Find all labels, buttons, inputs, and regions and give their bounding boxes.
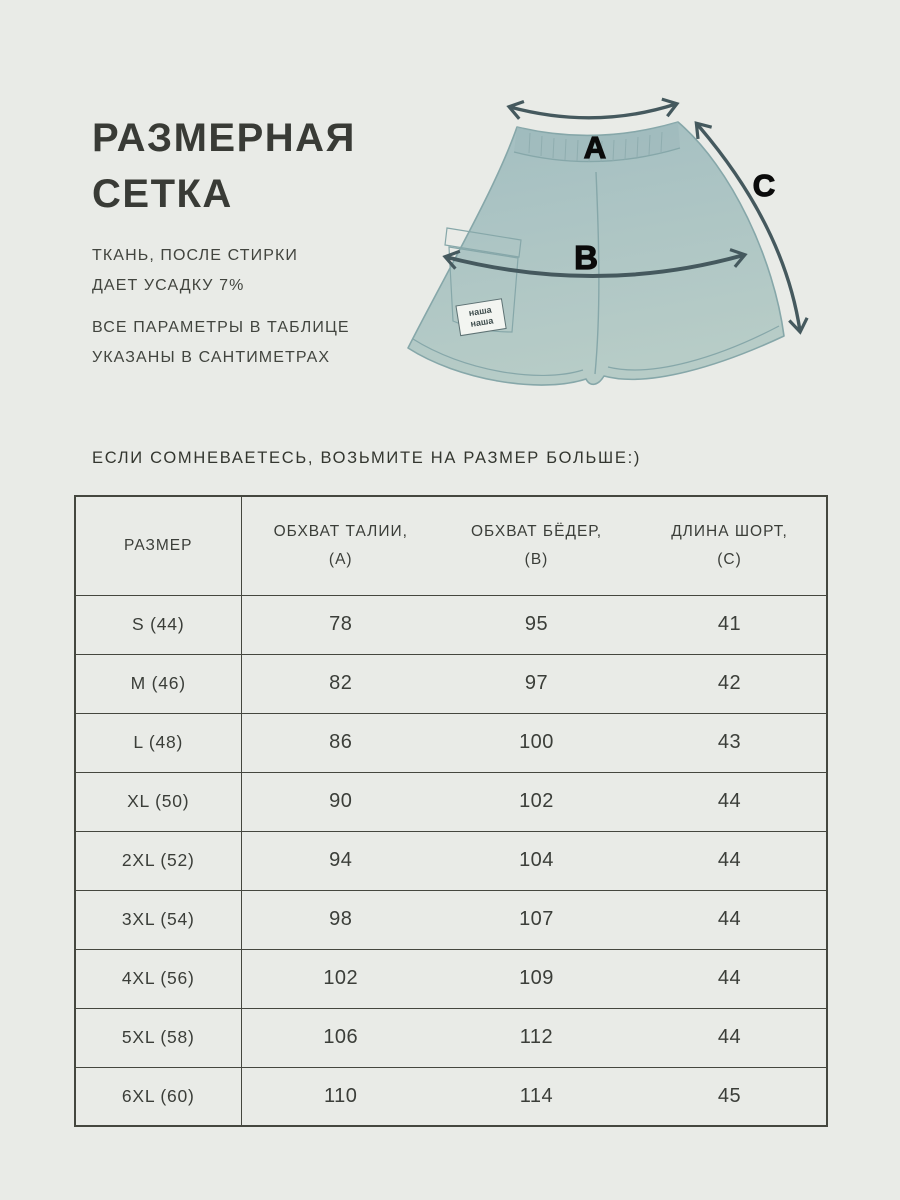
table-row <box>75 772 827 831</box>
cell-waist: 106 <box>241 1008 440 1067</box>
cell-size: L (48) <box>75 713 241 772</box>
cell-hips: 109 <box>440 949 633 1008</box>
cell-waist: 82 <box>241 654 440 713</box>
length-letter-label: C <box>752 168 776 203</box>
shorts-diagram-svg <box>390 60 850 440</box>
cell-hips: 95 <box>440 595 633 654</box>
cell-waist: 86 <box>241 713 440 772</box>
table-row <box>75 595 827 654</box>
cell-length: 42 <box>633 654 827 713</box>
cell-size: 2XL (52) <box>75 831 241 890</box>
page-title-line2: СЕТКА <box>92 172 233 216</box>
cell-length: 44 <box>633 772 827 831</box>
note-shrink-line2: ДАЕТ УСАДКУ 7% <box>92 277 245 294</box>
cell-length: 44 <box>633 1008 827 1067</box>
page-title-line1: РАЗМЕРНАЯ <box>92 116 356 160</box>
cell-size: 3XL (54) <box>75 890 241 949</box>
header-waist: ОБХВАТ ТАЛИИ, (А) <box>273 522 408 568</box>
table-row <box>75 949 827 1008</box>
cell-size: S (44) <box>75 595 241 654</box>
shorts-illustration <box>390 60 850 440</box>
header-length: ДЛИНА ШОРТ, (С) <box>671 522 788 568</box>
cell-waist: 102 <box>241 949 440 1008</box>
cell-waist: 78 <box>241 595 440 654</box>
cell-length: 44 <box>633 949 827 1008</box>
cell-size: M (46) <box>75 654 241 713</box>
header-size: РАЗМЕР <box>75 496 241 595</box>
patch-text-line1: наша <box>468 304 493 319</box>
advice-line: ЕСЛИ СОМНЕВАЕТЕСЬ, ВОЗЬМИТЕ НА РАЗМЕР БОЛЬШЕ:) <box>92 449 642 467</box>
note-units <box>92 313 350 373</box>
cell-hips: 102 <box>440 772 633 831</box>
table-row <box>75 1067 827 1126</box>
cell-size: 6XL (60) <box>75 1067 241 1126</box>
cell-length: 44 <box>633 890 827 949</box>
note-units-line2: УКАЗАНЫ В САНТИМЕТРАХ <box>92 349 331 366</box>
table-row <box>75 654 827 713</box>
waist-measure-arrow <box>510 104 676 118</box>
table-row <box>75 831 827 890</box>
note-shrink <box>92 241 298 301</box>
cell-waist: 110 <box>241 1067 440 1126</box>
cell-waist: 98 <box>241 890 440 949</box>
cell-size: 4XL (56) <box>75 949 241 1008</box>
cell-hips: 107 <box>440 890 633 949</box>
cell-waist: 94 <box>241 831 440 890</box>
note-units-line1: ВСЕ ПАРАМЕТРЫ В ТАБЛИЦЕ <box>92 319 350 336</box>
size-table <box>74 495 828 1127</box>
note-shrink-line1: ТКАНЬ, ПОСЛЕ СТИРКИ <box>92 247 298 264</box>
cell-length: 44 <box>633 831 827 890</box>
patch-text-line2: наша <box>469 315 494 329</box>
page-title <box>92 110 356 222</box>
table-row <box>75 1008 827 1067</box>
cell-hips: 104 <box>440 831 633 890</box>
brand-patch <box>456 299 506 336</box>
cell-waist: 90 <box>241 772 440 831</box>
cell-hips: 112 <box>440 1008 633 1067</box>
hips-letter-label: B <box>574 239 598 276</box>
cell-length: 43 <box>633 713 827 772</box>
waist-letter-label: A <box>583 130 607 165</box>
table-row <box>75 890 827 949</box>
cell-length: 45 <box>633 1067 827 1126</box>
cell-hips: 114 <box>440 1067 633 1126</box>
header-hips: ОБХВАТ БЁДЕР, (В) <box>470 522 603 568</box>
table-header-row <box>75 496 827 595</box>
cell-length: 41 <box>633 595 827 654</box>
table-row <box>75 713 827 772</box>
cell-hips: 100 <box>440 713 633 772</box>
cell-size: XL (50) <box>75 772 241 831</box>
cell-hips: 97 <box>440 654 633 713</box>
cell-size: 5XL (58) <box>75 1008 241 1067</box>
